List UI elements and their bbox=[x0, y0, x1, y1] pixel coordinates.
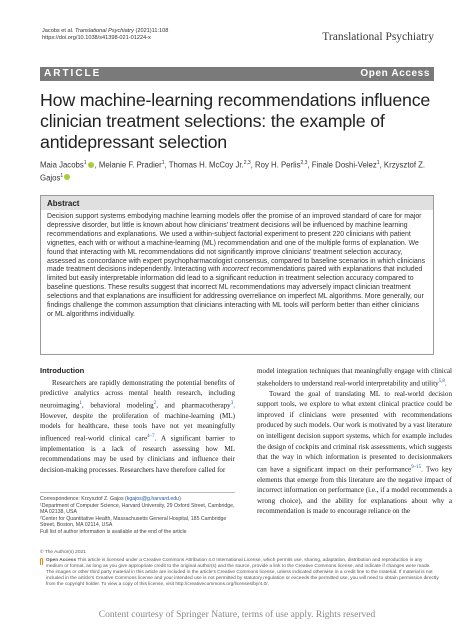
abstract-heading: Abstract bbox=[41, 196, 433, 210]
abstract-box bbox=[40, 195, 434, 355]
article-banner bbox=[40, 67, 434, 81]
citation-header bbox=[42, 28, 168, 42]
orcid-icon[interactable] bbox=[88, 162, 94, 168]
citation-volume: (2021)11:108 bbox=[133, 28, 169, 34]
doi-link[interactable]: https://doi.org/10.1038/s41398-021-01224-x bbox=[42, 35, 151, 41]
author-name[interactable]: Thomas H. McCoy Jr. bbox=[168, 160, 244, 170]
open-access-lock-icon bbox=[40, 558, 43, 565]
author-affiliation-marker: 1 bbox=[161, 160, 165, 166]
author-name[interactable]: Maia Jacobs bbox=[40, 160, 84, 170]
footer-notice: Content courtesy of Springer Nature, terms of use apply. Rights reserved bbox=[98, 610, 376, 620]
article-title: How machine-learning recommendations influence clinician treatment selections: the example of antidepressant selection bbox=[40, 90, 431, 152]
body-paragraph: Researchers are rapidly demonstrating the potential benefits of predictive analytics across mental health research, including neuroimaging$^1$, behavioral modeling$^2$, and pharmacotherapy$^3$. However, despite the proliferation of machine-learning (ML) models for healthcare, these tools have not yet meaningfully influenced real-world clinical care$^{4-7}$. A significant barrier to implementation is a lack of research assessing how ML recommendations may be used by clinicians and influence their decision-making processes. Researchers have therefore called for bbox=[40, 378, 236, 475]
author-affiliation-marker: 2,3 bbox=[243, 160, 251, 166]
body-paragraph: Toward the goal of translating ML to real-world decision support tools, we explore to what extent clinical practice could be improved if clinicians were presented with recommendations produced by such models. Our work is motivated by a vast literature on intelligent decision support systems, which for example includes the design of cockpits and criminal risk assessments, which suggests that the way in which information is presented to decisionmakers can have a significant impact on their performance$^{9-15}$. Two key elements that emerge from this literature are the negative impact of incorrect information on performance (i.e., if a model recommends a wrong choice), and the ability for explanations about why a recommendation is made to encourage reliance on the bbox=[257, 389, 452, 516]
author-affiliation-marker: 1 bbox=[60, 172, 64, 179]
body-paragraph: model integration techniques that meaningfully engage with clinical stakeholders to understand real-world interpretability and utility$^{5,8}$. bbox=[257, 367, 452, 387]
left-column bbox=[40, 366, 235, 476]
citation-authors: Jacobs et al. bbox=[42, 28, 75, 34]
journal-name: Translational Psychiatry bbox=[322, 31, 434, 43]
section-heading-introduction: Introduction bbox=[40, 366, 85, 375]
orcid-icon[interactable] bbox=[64, 174, 70, 180]
citation-reference[interactable]: 5,8 bbox=[438, 378, 445, 384]
author-name[interactable]: Melanie F. Pradier bbox=[98, 160, 162, 170]
email-link[interactable]: kgajos@g.harvard.edu bbox=[126, 496, 180, 502]
citation-reference[interactable]: 1 bbox=[79, 400, 82, 406]
author-name[interactable]: Roy H. Perlis bbox=[254, 160, 301, 170]
right-column bbox=[257, 366, 452, 517]
author-name[interactable]: Finale Doshi-Velez bbox=[311, 160, 377, 170]
copyright-line: © The Author(s) 2021 bbox=[40, 550, 86, 555]
affiliation-line: ¹Department of Computer Science, Harvard University, 29 Oxford Street, Cambridge, MA 02138, USA bbox=[40, 502, 235, 516]
article-type-label: ARTICLE bbox=[44, 68, 102, 79]
author-affiliation-marker: 1 bbox=[83, 160, 87, 166]
citation-reference[interactable]: 3 bbox=[230, 400, 234, 406]
citation-reference[interactable]: 9–15 bbox=[411, 464, 422, 470]
author-name[interactable]: Krzysztof Z. Gajos bbox=[40, 160, 426, 183]
citation-reference[interactable]: 2 bbox=[153, 400, 157, 406]
license-text: This article is licensed under a Creative Commons Attribution 4.0 International License, which permits use, sharing, adaptation, distribution and reproduction in any medium or format, as long as you give appropriate credit to the original author(s) and the source, provide a link to the Creative Commons license, and indicate if changes were made. The images or other third party material in this article are included in the article's Creative Commons license, unless indicated otherwise in a credit line to the material. If material is not included in the article's Creative Commons license and your intended use is not permitted by statutory regulation or exceeds the permitted use, you will need to obtain permission directly from the copyright holder. To view a copy of this license, visit http://creativecommons.org/licenses/by/4.0/. bbox=[45, 558, 439, 587]
correspondence-block: Correspondence: Krzysztof Z. Gajos (kgajos@g.harvard.edu) ¹Department of Computer Science, Harvard University, 29 Oxford Street, Cambridge, MA 02138, USA ²Center for Quantitative Health, Massachusetts General Hospital, 185 Cambridge Street, Boston, MA 02114, USA Full list of author information is available at the end of the article bbox=[40, 492, 235, 536]
citation-reference[interactable]: 4–7 bbox=[147, 433, 155, 439]
affiliation-line: Full list of author information is available at the end of the article bbox=[40, 528, 187, 535]
license-open-access: Open Access bbox=[45, 558, 77, 563]
affiliation-line: ²Center for Quantitative Health, Massachusetts General Hospital, 185 Cambridge Street, Boston, MA 02114, USA bbox=[40, 515, 227, 529]
copyright-block bbox=[40, 550, 440, 588]
author-list: Maia Jacobs$^1$ , Melanie F. Pradier$^1$, Thomas H. McCoy Jr.$^{2,3}$, Roy H. Perlis$^{2,3}$, Finale Doshi-Velez$^1$, Krzysztof Z. Gajos$^1$ bbox=[40, 160, 426, 183]
open-access-label: Open Access bbox=[360, 68, 430, 79]
author-affiliation-marker: 1 bbox=[376, 160, 380, 166]
author-affiliation-marker: 2,3 bbox=[300, 160, 308, 166]
citation-journal: Translational Psychiatry bbox=[74, 28, 134, 34]
abstract-text: Decision support systems embodying machine learning models offer the promise of an improved standard of care for major depressive disorder, but little is known about how clinicians' treatment decisions will be influenced by machine learning recommendations and explanations. We used a within-subject factorial experiment to present 220 clinicians with patient vignettes, each with or without a machine-learning (ML) recommendation and one of the multiple forms of explanation. We found that interacting with ML recommendations did not significantly improve clinicians' treatment selection accuracy, assessed as concordance with expert psychopharmacologist consensus, compared to baseline scenarios in which clinicians made treatment decisions independently. Interacting with incorrect recommendations paired with explanations that included limited but easily interpretable information did lead to a significant reduction in treatment selection accuracy compared to baseline questions. These results suggest that incorrect ML recommendations may adversely impact clinician treatment selections and that explanations are insufficient for addressing overreliance on imperfect ML algorithms. More generally, our findings challenge the common assumption that clinicians interacting with ML tools will perform better than either clinicians or ML algorithms individually. bbox=[47, 213, 426, 318]
